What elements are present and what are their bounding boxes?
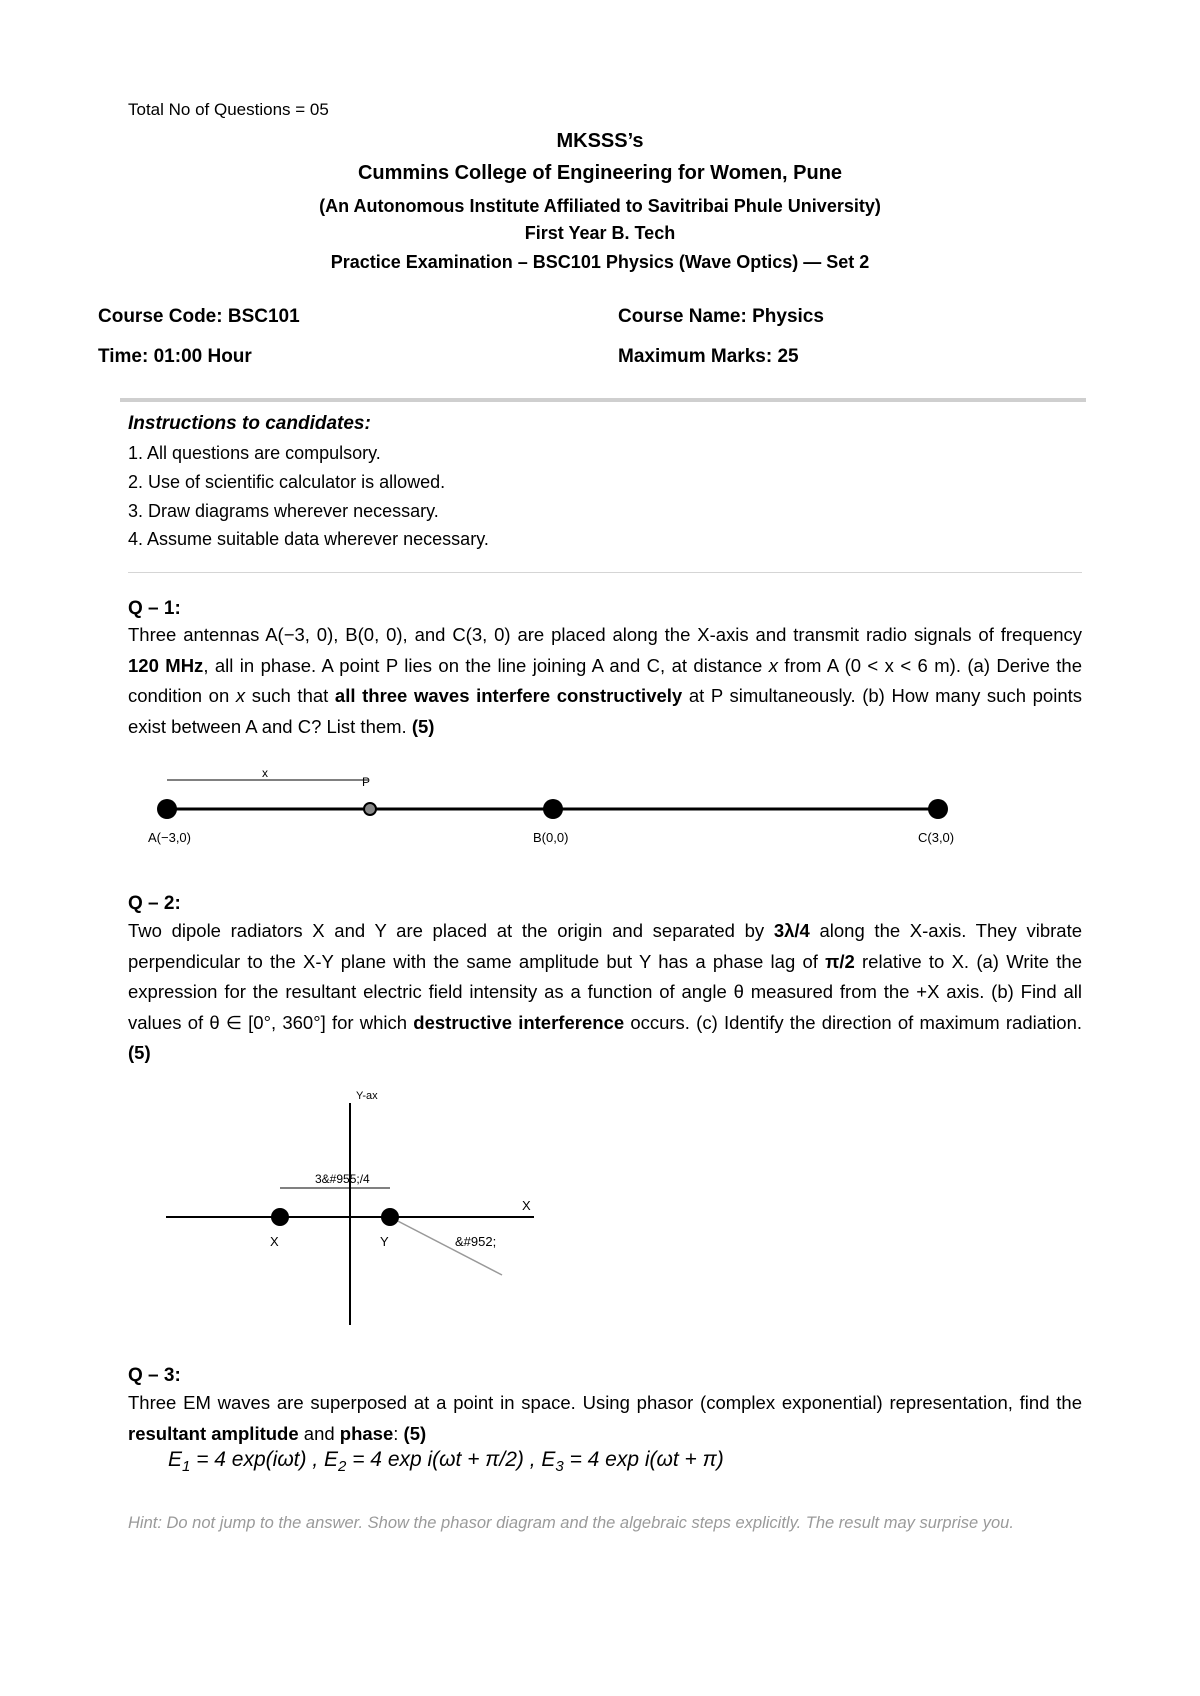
exam-title: Practice Examination – BSC101 Physics (Wave Optics) — Set 2 <box>330 252 870 272</box>
dipole-y-label: Y <box>380 1234 389 1249</box>
x-axis-label: X <box>522 1198 531 1213</box>
q3-title: Q – 3: <box>128 1365 181 1386</box>
society-name: MKSSS’s <box>556 130 644 152</box>
antenna-a <box>157 799 177 819</box>
q2-diagram <box>150 1085 550 1335</box>
antenna-c <box>928 799 948 819</box>
q1-title: Q – 1: <box>128 598 181 619</box>
c-label: C(3,0) <box>918 830 955 845</box>
separation-label: 3&#955;/4 <box>315 1172 370 1186</box>
p-label: P <box>362 775 371 789</box>
point-p <box>364 803 376 815</box>
x-label: x <box>262 766 268 780</box>
q3-equation: $E_1 = 4$ exp(iωt) , $E_2 = 4$ exp i(ωt + π/2) , $E_3 = 4$ exp i(ωt + π) <box>168 1448 724 1476</box>
exam-time: Time: 01:00 Hour <box>98 346 252 367</box>
antenna-b <box>543 799 563 819</box>
q2-title: Q – 2: <box>128 893 181 914</box>
total-questions: Total No of Questions = 05 <box>128 100 329 119</box>
y-axis-label: Y-ax <box>356 1090 378 1102</box>
b-label: B(0,0) <box>533 830 569 845</box>
dipole-x <box>271 1208 289 1226</box>
course-name: Course Name: Physics <box>618 306 824 327</box>
q2-text: Two dipole radiators X and Y are placed at the origin and separated by 3λ/4 along the X-axis. They vibrate perpendicular to the X-Y plane with the same amplitude but Y has a phase lag of π/2 relative to X. (a) Write the expression for the resultant electric field intensity as a function of angle θ measured from the +X axis. (b) Find all values of θ ∈ [0°, 360°] for which destructive interference occurs. (c) Identify the direction of maximum radiation. (5) <box>128 920 1083 1063</box>
dipole-x-label: X <box>270 1234 279 1249</box>
instruction-item: 2. Use of scientific calculator is allowed. <box>128 472 446 492</box>
a-label: A(−3,0) <box>148 830 191 845</box>
max-marks: Maximum Marks: 25 <box>618 346 799 367</box>
q1-text: Three antennas A(−3, 0), B(0, 0), and C(3, 0) are placed along the X-axis and transmit radio signals of frequency 120 MHz, all in phase. A point P lies on the line joining A and C, at distance x from A (0 < x < 6 m). (a) Derive the condition on x such that all three waves interfere constructively at P simultaneously. (b) How many such points exist between A and C? List them. (5) <box>128 624 1082 737</box>
divider <box>120 398 1086 402</box>
q3-text: Three EM waves are superposed at a point in space. Using phasor (complex exponential) representation, find the resultant amplitude and phase: (5) <box>128 1392 1082 1444</box>
divider <box>128 572 1082 573</box>
college-name: Cummins College of Engineering for Women, Pune <box>357 162 843 184</box>
q3-hint: Hint: Do not jump to the answer. Show the phasor diagram and the algebraic steps explicitly. The result may surprise you. <box>128 1514 1014 1532</box>
affiliation: (An Autonomous Institute Affiliated to Savitribai Phule University) <box>319 196 881 216</box>
course-code: Course Code: BSC101 <box>98 306 300 327</box>
instructions-title: Instructions to candidates: <box>128 413 371 434</box>
dipole-y <box>381 1208 399 1226</box>
instruction-item: 4. Assume suitable data wherever necessary. <box>128 529 489 549</box>
theta-label: &#952; <box>455 1234 497 1249</box>
q1-diagram <box>140 760 970 850</box>
year: First Year B. Tech <box>524 223 676 243</box>
instruction-item: 1. All questions are compulsory. <box>128 443 381 463</box>
instruction-item: 3. Draw diagrams wherever necessary. <box>128 501 439 521</box>
